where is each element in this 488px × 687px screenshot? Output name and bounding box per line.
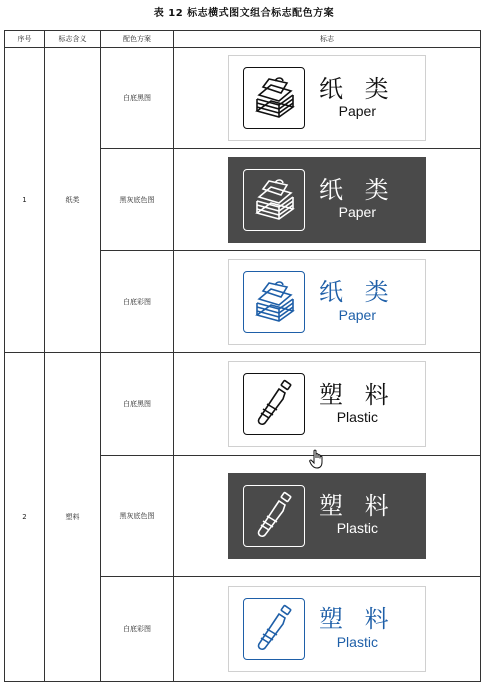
sign-cell	[174, 576, 481, 681]
sign-cn-label: 塑 料	[319, 380, 396, 409]
sign-cell	[174, 251, 481, 353]
row-scheme: 黑灰底色图	[101, 149, 174, 251]
sign-cn-label: 纸 类	[319, 74, 396, 103]
plastic-sign-dark	[228, 473, 426, 559]
sign-en-label: Plastic	[336, 520, 378, 537]
table-row	[5, 48, 481, 149]
row-scheme: 白底黑图	[101, 353, 174, 455]
paper-stack-icon	[243, 67, 305, 129]
header-row	[5, 31, 481, 48]
row-number: 2	[5, 353, 45, 682]
header-meaning: 标志含义	[45, 31, 101, 48]
sign-en-label: Plastic	[336, 633, 378, 650]
table-title: 表 12 标志横式图文组合标志配色方案	[153, 8, 335, 19]
paper-sign-color	[228, 259, 426, 345]
header-number: 序号	[5, 31, 45, 48]
row-meaning: 塑料	[45, 353, 101, 682]
sign-cell	[174, 149, 481, 251]
plastic-bottle-icon	[243, 598, 305, 660]
hand-cursor-icon	[309, 449, 325, 469]
paper-sign-dark	[228, 157, 426, 243]
plastic-bottle-icon	[243, 485, 305, 547]
paper-sign-light	[228, 55, 426, 141]
sign-cn-label: 纸 类	[319, 176, 396, 205]
sign-en-label: Paper	[338, 204, 376, 221]
table-row	[5, 353, 481, 455]
color-scheme-table	[4, 30, 481, 682]
plastic-sign-light	[228, 361, 426, 447]
sign-cell	[174, 455, 481, 576]
plastic-sign-color	[228, 586, 426, 672]
sign-cn-label: 纸 类	[319, 278, 396, 307]
paper-stack-icon	[243, 169, 305, 231]
sign-cn-label: 塑 料	[319, 605, 396, 634]
sign-cn-label: 塑 料	[319, 492, 396, 521]
header-sign: 标志	[174, 31, 481, 48]
header-scheme: 配色方案	[101, 31, 174, 48]
row-scheme: 白底彩图	[101, 251, 174, 353]
sign-cell	[174, 353, 481, 455]
row-meaning: 纸类	[45, 48, 101, 353]
paper-stack-icon	[243, 271, 305, 333]
sign-en-label: Paper	[338, 306, 376, 323]
sign-en-label: Plastic	[336, 408, 378, 425]
row-scheme: 白底黑图	[101, 48, 174, 149]
plastic-bottle-icon	[243, 373, 305, 435]
row-scheme: 黑灰底色图	[101, 455, 174, 576]
sign-cell	[174, 48, 481, 149]
row-scheme: 白底彩图	[101, 576, 174, 681]
row-number: 1	[5, 48, 45, 353]
sign-en-label: Paper	[338, 102, 376, 119]
